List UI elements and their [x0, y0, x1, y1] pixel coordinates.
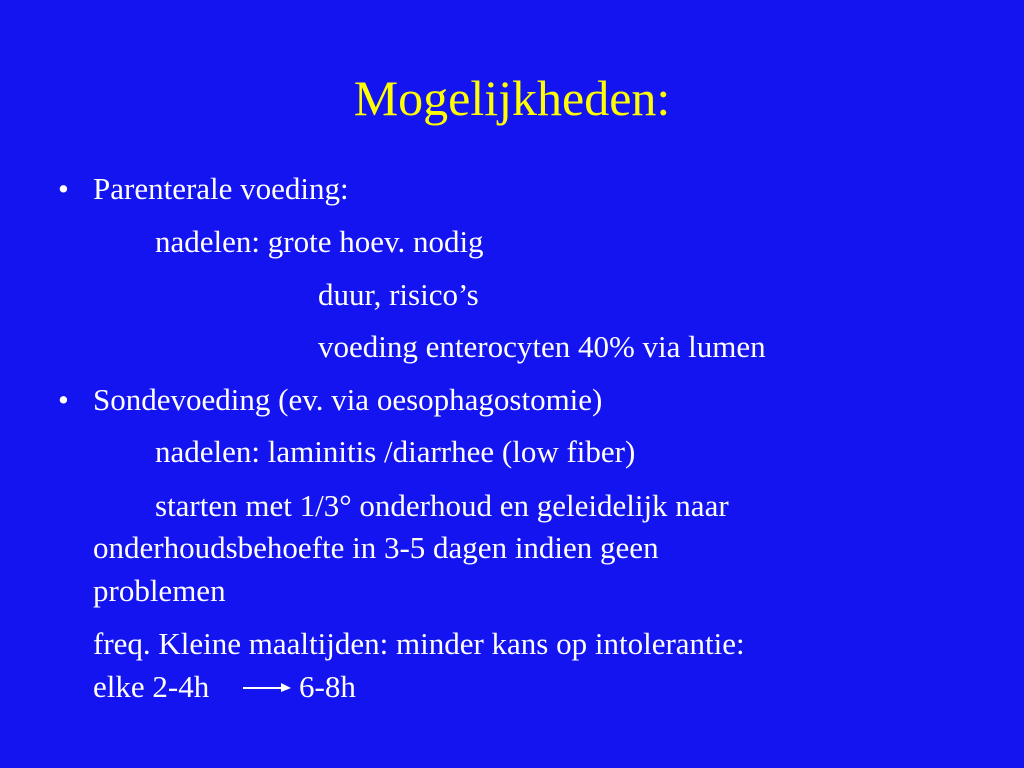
bullet-2-line-6: elke 2-4h — [93, 669, 210, 704]
bullet-2-heading: Sondevoeding (ev. via oesophagostomie) — [93, 382, 603, 417]
bullet-1-line-2: duur, risico’s — [318, 277, 479, 312]
bullet-2-line-1: nadelen: laminitis /diarrhee (low fiber) — [155, 434, 636, 469]
bullet-1-marker: • — [58, 171, 69, 206]
bullet-2-line-2: starten met 1/3° onderhoud en geleidelijk naar — [155, 488, 729, 523]
bullet-2-line-3: onderhoudsbehoefte in 3-5 dagen indien geen — [93, 530, 659, 565]
bullet-1-heading: Parenterale voeding: — [93, 171, 349, 206]
bullet-1-line-1: nadelen: grote hoev. nodig — [155, 224, 484, 259]
bullet-2-line-4: problemen — [93, 573, 226, 608]
bullet-2-line-5: freq. Kleine maaltijden: minder kans op intolerantie: — [93, 626, 745, 661]
bullet-2-line-7: 6-8h — [299, 669, 356, 704]
right-arrow-icon — [243, 679, 293, 693]
bullet-1-line-3: voeding enterocyten 40% via lumen — [318, 329, 766, 364]
slide-title: Mogelijkheden: — [353, 70, 671, 126]
bullet-2-marker: • — [58, 382, 69, 417]
